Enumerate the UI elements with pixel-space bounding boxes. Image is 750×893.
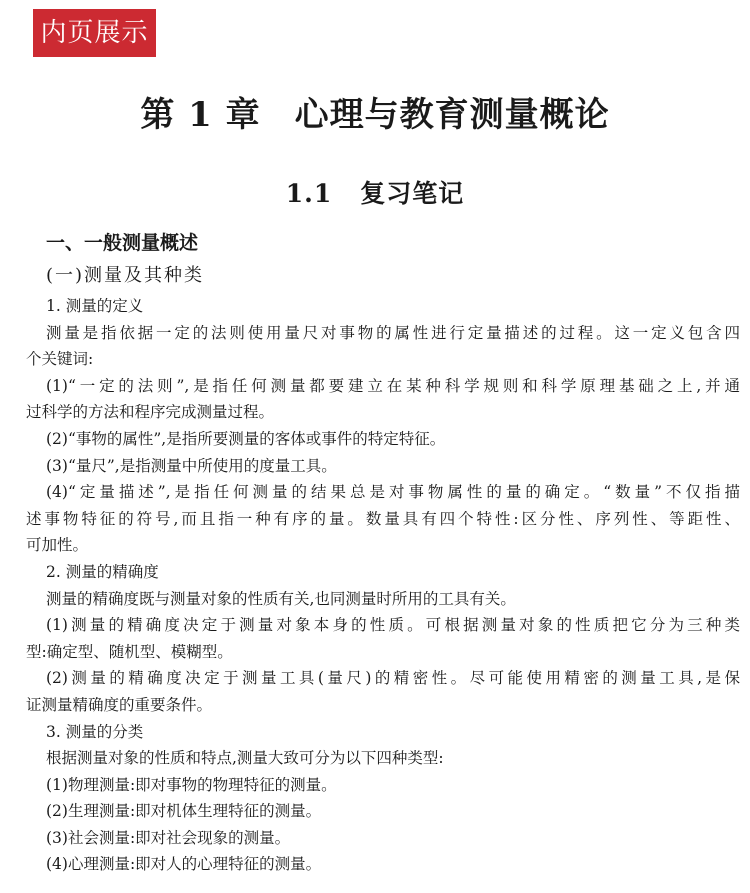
text-line: 测量的精确度既与测量对象的性质有关,也同测量时所用的工具有关。: [46, 589, 516, 608]
text-line: (2)测量的精确度决定于测量工具(量尺)的精密性。尽可能使用精密的测量工具,是保: [46, 669, 740, 688]
text-line: 过科学的方法和程序完成测量过程。: [26, 403, 275, 422]
text-line: (3)社会测量:即对社会现象的测量。: [46, 828, 291, 847]
chapter-title: [0, 92, 750, 138]
text-line: 2. 测量的精确度: [46, 562, 159, 581]
heading-level-1: 一、一般测量概述: [46, 232, 199, 254]
chapter-name: 心理与教育测量概论: [294, 95, 610, 135]
text-line: (3)“量尺”,是指测量中所使用的度量工具。: [46, 456, 337, 475]
text-line: (1)“一定的法则”,是指任何测量都要建立在某种科学规则和科学原理基础之上,并通: [46, 376, 740, 395]
text-line: 可加性。: [26, 536, 89, 555]
heading-level-2: (一)测量及其种类: [46, 265, 205, 286]
text-line: (2)生理测量:即对机体生理特征的测量。: [46, 802, 322, 821]
text-line: (1)测量的精确度决定于测量对象本身的性质。可根据测量对象的性质把它分为三种类: [46, 616, 740, 635]
section-title: [0, 174, 750, 214]
text-line: 3. 测量的分类: [46, 722, 144, 741]
section-name: 复习笔记: [360, 179, 465, 208]
body-text: [26, 293, 740, 878]
text-line: (1)物理测量:即对事物的物理特征的测量。: [46, 775, 337, 794]
text-line: (2)“事物的属性”,是指所要测量的客体或事件的特定特征。: [46, 429, 446, 448]
text-line: 1. 测量的定义: [46, 297, 144, 315]
chapter-number: 第 1 章: [140, 95, 261, 135]
text-line: 测量是指依据一定的法则使用量尺对事物的属性进行定量描述的过程。这一定义包含四: [46, 323, 740, 342]
text-line: (4)“定量描述”,是指任何测量的结果总是对事物属性的量的确定。“数量”不仅指描: [46, 483, 740, 502]
text-line: 型:确定型、随机型、模糊型。: [26, 642, 233, 661]
page-preview-banner: 内页展示: [33, 9, 156, 57]
text-line: 根据测量对象的性质和特点,测量大致可分为以下四种类型:: [46, 749, 444, 768]
text-line: 个关键词:: [26, 350, 94, 369]
text-line: 证测量精确度的重要条件。: [26, 695, 213, 714]
text-line: (4)心理测量:即对人的心理特征的测量。: [46, 855, 322, 874]
section-number: 1.1: [285, 179, 333, 208]
text-line: 述事物特征的符号,而且指一种有序的量。数量具有四个特性:区分性、序列性、等距性、: [26, 509, 740, 528]
